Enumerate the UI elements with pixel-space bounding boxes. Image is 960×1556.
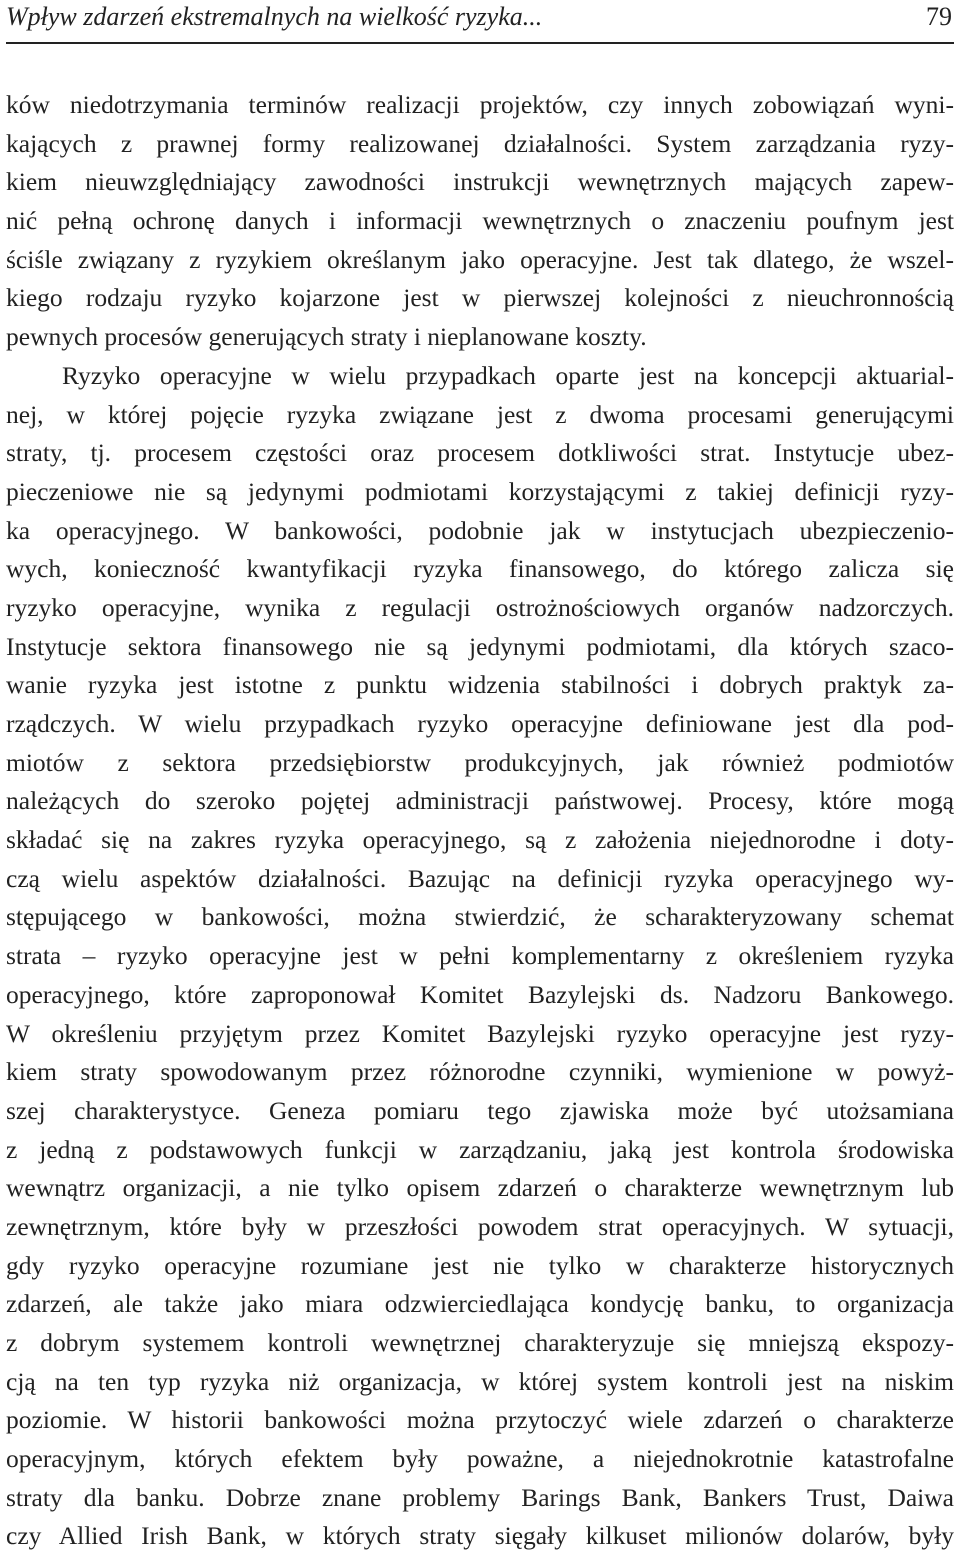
text-line: strata – ryzyko operacyjne jest w pełni komplementarny z określeniem ryzyka bbox=[6, 941, 954, 971]
text-line: należących do szeroko pojętej administracji państwowej. Procesy, które mogą bbox=[6, 786, 954, 816]
text-line: W określeniu przyjętym przez Komitet Bazylejski ryzyko operacyjne jest ryzy- bbox=[6, 1018, 954, 1048]
running-title: Wpływ zdarzeń ekstremalnych na wielkość ryzyka... bbox=[6, 2, 543, 31]
text-line: Instytucje sektora finansowego nie są jedynymi podmiotami, dla których szaco- bbox=[6, 631, 954, 661]
text-line: stępującego w bankowości, można stwierdzić, że scharakteryzowany schemat bbox=[6, 902, 954, 932]
text-line: wewnątrz organizacji, a nie tylko opisem zdarzeń o charakterze wewnętrznym lub bbox=[6, 1173, 954, 1203]
text-line: szej charakterystyce. Geneza pomiaru tego zjawiska może być utożsamiana bbox=[6, 1095, 954, 1125]
text-line: zewnętrznym, które były w przeszłości powodem strat operacyjnych. W sytuacji, bbox=[6, 1211, 954, 1241]
text-line: rządczych. W wielu przypadkach ryzyko operacyjne definiowane jest dla pod- bbox=[6, 709, 954, 738]
text-line: ściśle związany z ryzykiem określanym jako operacyjne. Jest tak dlatego, że wszel- bbox=[6, 244, 954, 274]
text-line: poziomie. W historii bankowości można przytoczyć wiele zdarzeń o charakterze bbox=[6, 1405, 954, 1435]
text-line: pewnych procesów generujących straty i nieplanowane koszty. bbox=[6, 322, 647, 352]
text-line: czy Allied Irish Bank, w których straty sięgały kilkuset milionów dolarów, były bbox=[6, 1521, 954, 1551]
text-line: z jedną z podstawowych funkcji w zarządzaniu, jaką jest kontrola środowiska bbox=[6, 1134, 954, 1164]
text-line: cją na ten typ ryzyka niż organizacja, w której system kontroli jest na niskim bbox=[6, 1366, 954, 1396]
text-line: ka operacyjnego. W bankowości, podobnie jak w instytucjach ubezpieczenio- bbox=[6, 515, 954, 545]
text-line: operacyjnym, których efektem były poważne, a niejednokrotnie katastrofalne bbox=[6, 1444, 954, 1474]
text-line: miotów z sektora przedsiębiorstw produkcyjnych, jak również podmiotów bbox=[6, 747, 954, 777]
text-line: składać się na zakres ryzyka operacyjnego, są z założenia niejednorodne i doty- bbox=[6, 825, 954, 855]
text-line: kiem straty spowodowanym przez różnorodne czynniki, wymienione w powyż- bbox=[6, 1057, 954, 1087]
text-line: kających z prawnej formy realizowanej działalności. System zarządzania ryzy- bbox=[6, 128, 954, 158]
text-line: zdarzeń, ale także jako miara odzwierciedlająca kondycję banku, to organizacja bbox=[6, 1289, 954, 1319]
text-line: ryzyko operacyjne, wynika z regulacji ostrożnościowych organów nadzorczych. bbox=[6, 592, 954, 622]
text-line: kiego rodzaju ryzyko kojarzone jest w pierwszej kolejności z nieuchronnością bbox=[6, 283, 954, 313]
body-text bbox=[6, 86, 954, 1556]
text-line: ków niedotrzymania terminów realizacji projektów, czy innych zobowiązań wyni- bbox=[6, 90, 954, 119]
header-rule bbox=[6, 42, 954, 44]
page-number: 79 bbox=[926, 2, 952, 31]
text-line: straty dla banku. Dobrze znane problemy Barings Bank, Bankers Trust, Daiwa bbox=[6, 1482, 954, 1512]
text-line: nej, w której pojęcie ryzyka związane jest z dwoma procesami generującymi bbox=[6, 399, 954, 429]
text-line: nić pełną ochronę danych i informacji wewnętrznych o znaczeniu poufnym jest bbox=[6, 206, 954, 236]
running-header bbox=[6, 0, 954, 34]
text-line: z dobrym systemem kontroli wewnętrznej charakteryzuje się mniejszą ekspozy- bbox=[6, 1328, 954, 1357]
text-line: czą wielu aspektów działalności. Bazując na definicji ryzyka operacyjnego wy- bbox=[6, 863, 954, 893]
text-line: kiem nieuwzględniający zawodności instrukcji wewnętrznych mających zapew- bbox=[6, 167, 954, 197]
text-line: gdy ryzyko operacyjne rozumiane jest nie tylko w charakterze historycznych bbox=[6, 1250, 954, 1280]
text-line: straty, tj. procesem częstości oraz procesem dotkliwości strat. Instytucje ubez- bbox=[6, 438, 954, 468]
text-line: operacyjnego, które zaproponował Komitet Bazylejski ds. Nadzoru Bankowego. bbox=[6, 979, 954, 1009]
text-line: pieczeniowe nie są jedynymi podmiotami korzystającymi z takiej definicji ryzy- bbox=[6, 476, 954, 506]
text-line: wanie ryzyka jest istotne z punktu widzenia stabilności i dobrych praktyk za- bbox=[6, 670, 954, 700]
text-line: Ryzyko operacyjne w wielu przypadkach oparte jest na koncepcji aktuarial- bbox=[62, 360, 954, 390]
text-line: wych, konieczność kwantyfikacji ryzyka finansowego, do którego zalicza się bbox=[6, 554, 954, 584]
